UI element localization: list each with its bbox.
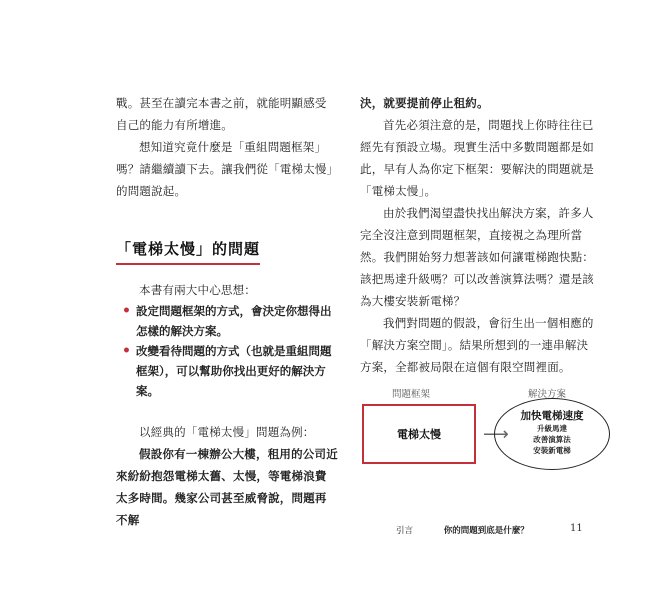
left-paragraph-5: 假設你有一棟辦公大樓，租用的公司近來紛紛抱怨電梯太舊、太慢，等電梯浪費太多時間。幾家公司甚至威脅說，問題再不解 [116, 447, 338, 527]
left-paragraph-1: 戰。甚至在讀完本書之前，就能明顯感受自己的能力有所增進。 [116, 96, 327, 132]
left-paragraph-3: 本書有兩大中心思想： [139, 283, 256, 297]
solution-item: 升級馬達 [537, 424, 567, 433]
right-paragraph-4: 我們對問題的假設，會衍生出一個相應的「解決方案空間」。結果所想到的一連串解決方案，全都被局限在這個有限空間裡面。 [360, 316, 594, 374]
footer-title: 你的問題到底是什麼？ [443, 526, 529, 536]
right-paragraph-1: 決，就要提前停止租約。 [360, 96, 489, 110]
left-paragraph-2: 想知道究竟什麼是「重組問題框架」嗎？請繼續讀下去。讓我們從「電梯太慢」的問題說起。 [116, 140, 333, 198]
right-column [360, 92, 596, 378]
solution-item: 安裝新電梯 [533, 446, 571, 455]
bullet-icon: • [122, 343, 131, 359]
framing-diagram [360, 386, 610, 476]
solution-space-oval [494, 398, 610, 470]
right-paragraph-3: 由於我們渴望盡快找出解決方案，許多人完全沒注意到問題框架，直接視之為理所當然。我們開始努力想著該如何讓電梯跑快點：該把馬達升級嗎？可以改善演算法嗎？還是該為大樓安裝新電梯？ [360, 206, 594, 308]
solution-item: 改善演算法 [533, 435, 571, 444]
solution-main: 加快電梯速度 [520, 410, 584, 422]
page-footer [396, 524, 529, 536]
problem-frame-box: 電梯太慢 [362, 404, 476, 464]
frame-caption: 問題框架 [392, 389, 431, 400]
key-ideas-list [116, 301, 338, 401]
arrow-right-icon: ⟶ [483, 424, 509, 445]
list-item: • 改變看待問題的方式（也就是重組問題框架），可以幫助你找出更好的解決方案。 [122, 343, 332, 398]
section-heading: 「電梯太慢」的問題 [116, 238, 260, 265]
page-number: 11 [570, 523, 583, 534]
list-item: • 設定問題框架的方式，會決定你想得出怎樣的解決方案。 [122, 303, 332, 338]
right-paragraph-2: 首先必須注意的是，問題找上你時往往已經先有預設立場。現實生活中多數問題都是如此，早有人為你定下框架：要解決的問題就是「電梯太慢」。 [360, 118, 594, 198]
footer-section: 引言 [396, 526, 414, 536]
left-column [116, 92, 338, 531]
solution-caption: 解決方案 [528, 389, 567, 400]
bullet-icon: • [122, 303, 131, 319]
left-paragraph-4: 以經典的「電梯太慢」問題為例： [139, 425, 315, 439]
